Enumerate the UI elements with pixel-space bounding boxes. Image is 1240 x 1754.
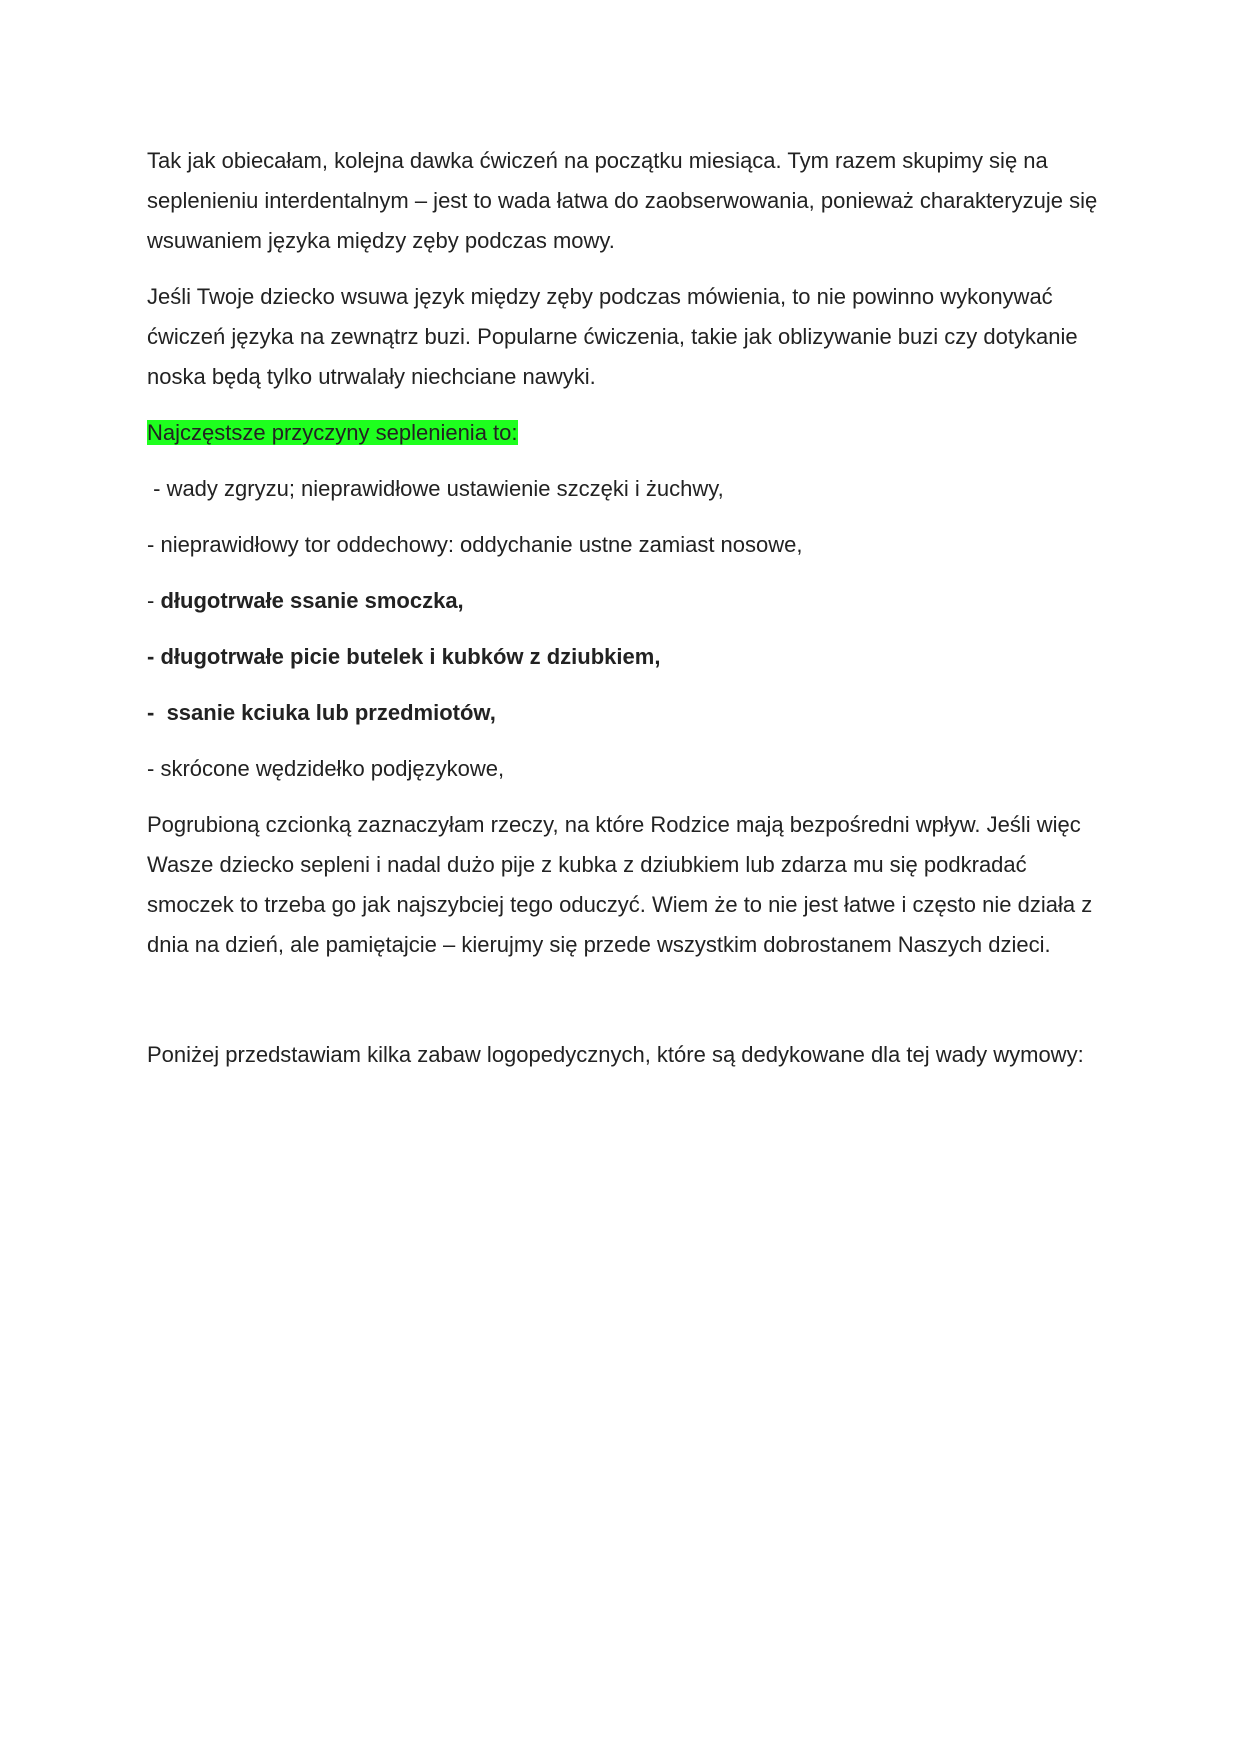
- document-body: [147, 141, 1107, 1091]
- list-item-text: nieprawidłowy tor oddechowy: oddychanie ustne zamiast nosowe,: [160, 532, 803, 557]
- second-paragraph: Jeśli Twoje dziecko wsuwa język między zęby podczas mówienia, to nie powinno wykonywać ćwiczeń języka na zewnątrz buzi. Popularne ćwiczenia, takie jak oblizywanie buzi czy dotykanie noska będą tylko utrwalały niechciane nawyki.: [147, 284, 1078, 389]
- list-item-prefix: -: [147, 532, 161, 557]
- list-item: [147, 469, 1107, 509]
- list-item-prefix: -: [147, 644, 161, 669]
- list-item-prefix: -: [147, 756, 161, 781]
- list-item: [147, 749, 1107, 789]
- closing-paragraph: Poniżej przedstawiam kilka zabaw logopedycznych, które są dedykowane dla tej wady wymowy:: [147, 1042, 1084, 1067]
- list-item-text: wady zgryzu; nieprawidłowe ustawienie szczęki i żuchwy,: [166, 476, 724, 501]
- list-item-text: ssanie kciuka lub przedmiotów,: [166, 700, 496, 725]
- list-item: [147, 637, 1107, 677]
- intro-paragraph: Tak jak obiecałam, kolejna dawka ćwiczeń na początku miesiąca. Tym razem skupimy się na seplenieniu interdentalnym – jest to wada łatwa do zaobserwowania, ponieważ charakteryzuje się wsuwaniem języka między zęby podczas mowy.: [147, 148, 1098, 253]
- causes-heading: [147, 413, 1107, 453]
- list-item-text: skrócone wędzidełko podjęzykowe,: [160, 756, 505, 781]
- list-item: [147, 693, 1107, 733]
- list-item: [147, 581, 1107, 621]
- highlighted-heading: Najczęstsze przyczyny seplenienia to:: [147, 420, 518, 445]
- list-item: [147, 525, 1107, 565]
- spacer: [147, 981, 1107, 1035]
- bold-note-paragraph: Pogrubioną czcionką zaznaczyłam rzeczy, na które Rodzice mają bezpośredni wpływ. Jeśli więc Wasze dziecko sepleni i nadal dużo pije z kubka z dziubkiem lub zdarza mu się podkradać smoczek to trzeba go jak najszybciej tego oduczyć. Wiem że to nie jest łatwe i często nie działa z dnia na dzień, ale pamiętajcie – kierujmy się przede wszystkim dobrostanem Naszych dzieci.: [147, 812, 1093, 957]
- list-item-prefix: -: [147, 700, 167, 725]
- list-item-text: długotrwałe ssanie smoczka,: [160, 588, 464, 613]
- list-item-prefix: -: [147, 476, 167, 501]
- list-item-prefix: -: [147, 588, 161, 613]
- list-item-text: długotrwałe picie butelek i kubków z dziubkiem,: [160, 644, 661, 669]
